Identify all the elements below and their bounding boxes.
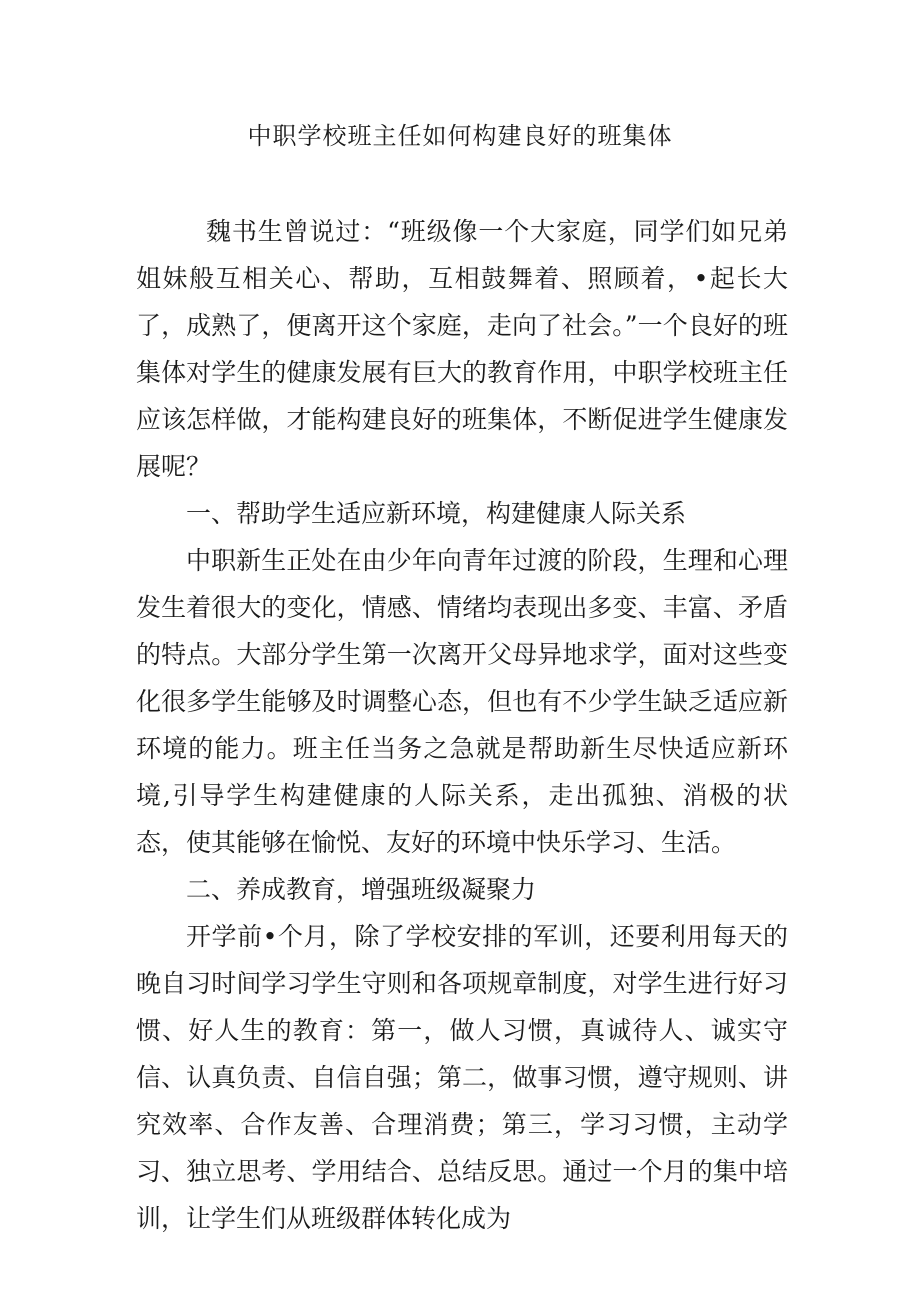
document-body	[136, 208, 788, 1242]
intro-paragraph: 魏书生曾说过：“班级像一个大家庭，同学们如兄弟姐妹般互相关心、帮助，互相鼓舞着、照顾着，•起长大了，成熟了，便离开这个家庭，走向了社会。”一个良好的班集体对学生的健康发展有巨大的教育作用，中职学校班主任应该怎样做，才能构建良好的班集体，不断促进学生健康发展呢？	[136, 217, 788, 481]
section-2-heading: 二、养成教育，增强班级凝聚力	[186, 875, 537, 904]
section-1-heading: 一、帮助学生适应新环境，构建健康人际关系	[186, 499, 687, 528]
section-1-paragraph: 中职新生正处在由少年向青年过渡的阶段，生理和心理发生着很大的变化，情感、情绪均表现出多变、丰富、矛盾的特点。大部分学生第一次离开父母异地求学，面对这些变化很多学生能够及时调整心态，但也有不少学生缺乏适应新环境的能力。班主任当务之急就是帮助新生尽快适应新环境,引导学生构建健康的人际关系，走出孤独、消极的状态，使其能够在愉悦、友好的环境中快乐学习、生活。	[136, 546, 788, 857]
section-2-paragraph: 开学前•个月，除了学校安排的军训，还要利用每天的晚自习时间学习学生守则和各项规章制度，对学生进行好习惯、好人生的教育：第一，做人习惯，真诚待人、诚实守信、认真负责、自信自强；第二，做事习惯，遵守规则、讲究效率、合作友善、合理消费；第三，学习习惯，主动学习、独立思考、学用结合、总结反思。通过一个月的集中培训，让学生们从班级群体转化成为	[136, 922, 788, 1233]
document-title: 中职学校班主任如何构建良好的班集体	[247, 122, 673, 150]
